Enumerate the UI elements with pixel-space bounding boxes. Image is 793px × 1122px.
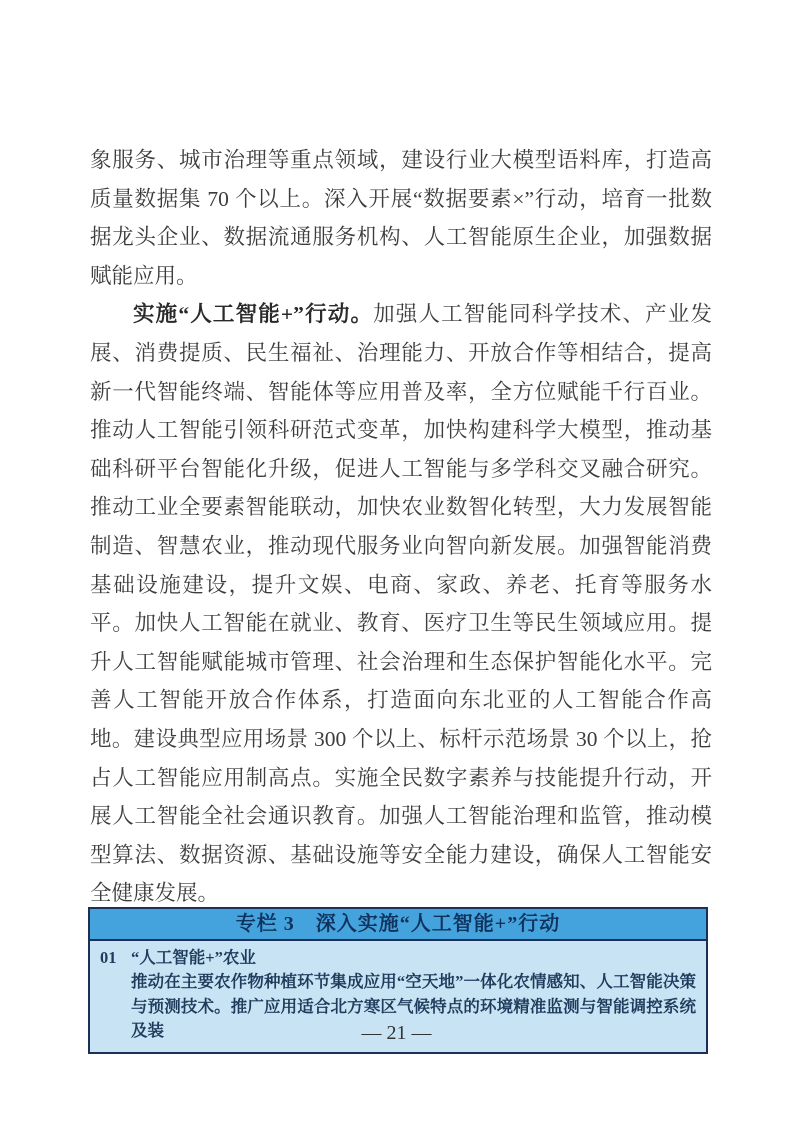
panel-item-number: 01 [100, 948, 117, 967]
paragraph-text: 象服务、城市治理等重点领域，建设行业大模型语料库，打造高质量数据集 70 个以上。深入开展“数据要素×”行动，培育一批数据龙头企业、数据流通服务机构、人工智能原生企业，加强数据赋能应用。 [90, 148, 712, 288]
body-text [90, 141, 712, 913]
paragraph-bold-lead: 实施“人工智能+”行动。 [133, 302, 374, 327]
column-box-title: 专栏 3 深入实施“人工智能+”行动 [90, 909, 706, 941]
paragraph-text: 加强人工智能同科学技术、产业发展、消费提质、民生福祉、治理能力、开放合作等相结合，提高新一代智能终端、智能体等应用普及率，全方位赋能千行百业。推动人工智能引领科研范式变革，加快构建科学大模型，推动基础科研平台智能化升级，促进人工智能与多学科交叉融合研究。推动工业全要素智能联动，加快农业数智化转型，大力发展智能制造、智慧农业，推动现代服务业向智向新发展。加强智能消费基础设施建设，提升文娱、电商、家政、养老、托育等服务水平。加快人工智能在就业、教育、医疗卫生等民生领域应用。提升人工智能赋能城市管理、社会治理和生态保护智能化水平。完善人工智能开放合作体系，打造面向东北亚的人工智能合作高地。建设典型应用场景 300 个以上、标杆示范场景 30 个以上，抢占人工智能应用制高点。实施全民数字素养与技能提升行动，开展人工智能全社会通识教育。加强人工智能治理和监管，推动模型算法、数据资源、基础设施等安全能力建设，确保人工智能安全健康发展。 [90, 302, 712, 906]
paragraph-ai-plus-action [90, 295, 712, 913]
page-number: — 21 — [361, 1022, 432, 1044]
panel-item-description: 推动在主要农作物种植环节集成应用“空天地”一体化农情感知、人工智能决策与预测技术。推广应用适合北方寒区气候特点的环境精准监测与智能调控系统及装 [131, 972, 696, 1040]
panel-item-title: “人工智能+”农业 [131, 948, 256, 967]
paragraph-continued [90, 141, 712, 295]
panel-item-head [100, 945, 696, 970]
